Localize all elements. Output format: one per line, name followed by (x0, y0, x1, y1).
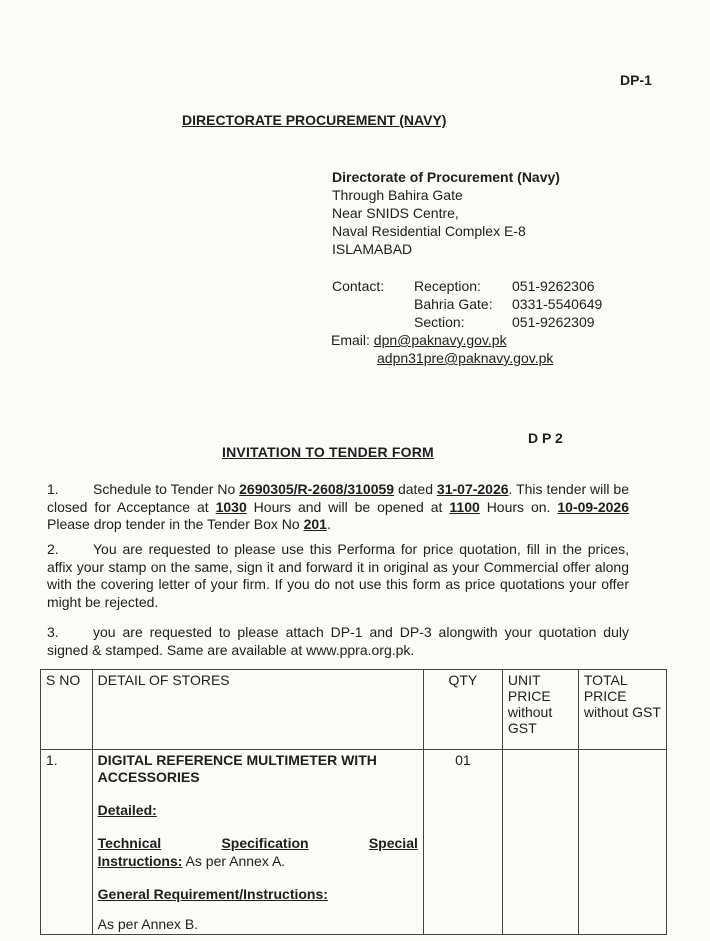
spec-label: Instructions: (97, 853, 183, 869)
paragraph-text: . This tender will be closed for Acceptance at (47, 481, 629, 515)
opening-date: 10-09-2026 (557, 498, 629, 515)
header-sno: S NO (41, 670, 93, 750)
paragraph-number: 1. (47, 481, 59, 497)
address-line: Through Bahira Gate (332, 187, 463, 203)
detailed-label: Detailed: (97, 802, 157, 818)
paragraph-2 (47, 541, 629, 611)
contact-label: Contact: (332, 278, 385, 294)
email-label: Email: (331, 332, 370, 348)
paragraph-text: dated (394, 481, 437, 497)
page-heading: DIRECTORATE PROCUREMENT (NAVY) (182, 112, 447, 128)
paragraph-3 (47, 624, 629, 659)
address-line-org: Directorate of Procurement (Navy) (332, 169, 560, 185)
document-code: DP-1 (620, 72, 652, 88)
email-block (331, 331, 553, 367)
address-block (332, 168, 560, 258)
tender-number: 2690305/R-2608/310059 (239, 481, 395, 497)
header-qty: QTY (423, 670, 502, 750)
header-unit-price: UNIT PRICE without GST (502, 670, 578, 750)
paragraph-text: Schedule to Tender No (93, 481, 240, 497)
paragraph-number: 2. (47, 541, 59, 557)
email-link-primary[interactable]: dpn@paknavy.gov.pk (373, 332, 507, 348)
dp2-code: D P 2 (528, 430, 563, 446)
address-line: Near SNIDS Centre, (332, 205, 459, 221)
contact-phone: 051-9262309 (512, 314, 595, 330)
specification (98, 834, 418, 870)
cell-unit-price[interactable] (502, 750, 578, 935)
cell-sno: 1. (41, 750, 93, 935)
general-requirement-label: General Requirement/Instructions: (97, 886, 328, 902)
item-title: DIGITAL REFERENCE MULTIMETER WITH ACCESSORIES (97, 752, 377, 785)
spec-word: Specification (221, 835, 309, 851)
cell-total-price[interactable] (578, 750, 666, 935)
paragraph-number: 3. (47, 624, 59, 640)
contact-name: Section: (414, 314, 465, 330)
header-total-price: TOTAL PRICE without GST (578, 670, 666, 750)
table-row (41, 750, 667, 935)
table-header-row (41, 670, 667, 750)
paragraph-text: Hours on. (479, 498, 558, 515)
paragraph-text: You are requested to please use this Performa for price quotation, fill in the prices, affix your stamp on the same, sign it and forward it in original as your Commercial offer along with the covering letter of your firm. If you do not use this form as price quotations your offer might be rejected. (47, 541, 629, 610)
spec-word: Special (368, 835, 418, 851)
address-line-city: ISLAMABAD (332, 241, 413, 257)
tender-box-number: 201 (303, 516, 327, 532)
tender-date: 31-07-2026 (436, 481, 509, 497)
invitation-title: INVITATION TO TENDER FORM (222, 444, 434, 460)
general-requirement-value: As per Annex B. (97, 916, 199, 932)
paragraph-1 (47, 481, 629, 534)
spec-value: As per Annex A. (182, 853, 286, 869)
opening-time: 1100 (449, 498, 480, 515)
contact-name: Bahria Gate: (414, 296, 493, 312)
contact-block (332, 277, 602, 331)
address-line: Naval Residential Complex E-8 (332, 223, 526, 239)
spec-word: Technical (97, 835, 162, 851)
contact-phone: 0331-5540649 (512, 296, 603, 312)
closing-time: 1030 (215, 498, 247, 515)
paragraph-text: . (326, 516, 331, 532)
paragraph-text: Please drop tender in the Tender Box No (47, 516, 304, 532)
contact-phone: 051-9262306 (512, 278, 595, 294)
paragraph-text: Hours and will be opened at (246, 498, 450, 515)
contact-name: Reception: (414, 278, 481, 294)
cell-qty: 01 (423, 750, 502, 935)
stores-table (40, 669, 667, 935)
email-link-secondary[interactable]: adpn31pre@paknavy.gov.pk (377, 350, 554, 366)
paragraph-text: you are requested to please attach DP-1 and DP-3 alongwith your quotation duly signed & stamped. Same are available at www.ppra.org.pk. (47, 624, 629, 658)
cell-detail (92, 750, 423, 935)
header-detail: DETAIL OF STORES (92, 670, 423, 750)
